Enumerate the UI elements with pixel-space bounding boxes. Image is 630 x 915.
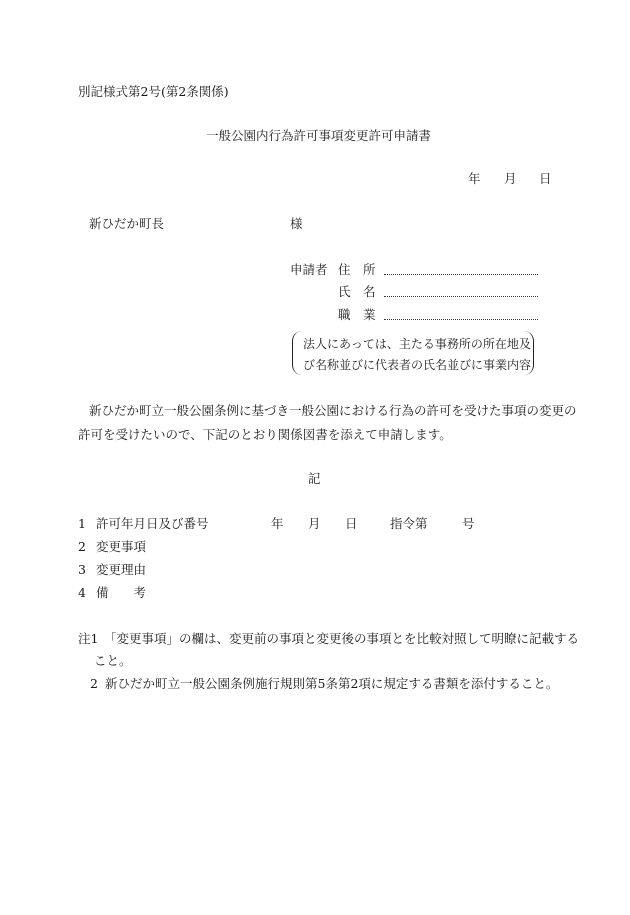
applicant-label: 申請者 — [290, 262, 328, 277]
ki-heading: 記 — [308, 471, 321, 486]
name-field[interactable] — [384, 296, 538, 297]
item-3-label: 変更理由 — [96, 562, 147, 577]
note-2-number: 2 — [90, 676, 98, 691]
address-field[interactable] — [384, 274, 538, 275]
item-4-label: 備 考 — [96, 585, 147, 600]
date-year-label: 年 — [468, 171, 481, 186]
body-line1: 新ひだか町立一般公園条例に基づき一般公園における行為の許可を受けた事項の変更の — [89, 403, 577, 418]
note-1-line2: こと。 — [94, 653, 132, 668]
addressee-honorific: 様 — [290, 216, 303, 231]
note-2-text: 新ひだか町立一般公園条例施行規則第5条第2項に規定する書類を添付すること。 — [105, 676, 559, 691]
body-line2: 許可を受けたいので、下記のとおり関係図書を添えて申請します。 — [78, 427, 452, 442]
corporate-note-line2: び名称並びに代表者の氏名並びに事業内容 — [303, 358, 532, 372]
address-label: 住 所 — [338, 262, 376, 277]
item-4-number: 4 — [78, 585, 86, 600]
item-1-number-suffix: 号 — [462, 516, 475, 531]
item-2-label: 変更事項 — [96, 539, 147, 554]
item-1-directive: 指令第 — [390, 516, 428, 531]
date-month-label: 月 — [504, 171, 517, 186]
form-number: 別記様式第2号(第2条関係) — [78, 84, 229, 99]
item-1-year: 年 — [271, 516, 284, 531]
corporate-note-line1: 法人にあっては、主たる事務所の所在地及 — [303, 337, 531, 351]
item-1-number: 1 — [78, 516, 86, 531]
occupation-field[interactable] — [384, 319, 538, 320]
date-day-label: 日 — [539, 171, 552, 186]
item-1-day: 日 — [345, 516, 358, 531]
note-prefix: 注1 — [78, 631, 99, 646]
item-1-label: 許可年月日及び番号 — [96, 516, 209, 531]
item-3-number: 3 — [78, 562, 86, 577]
addressee-name: 新ひだか町長 — [89, 216, 165, 231]
item-2-number: 2 — [78, 539, 86, 554]
occupation-label: 職 業 — [338, 307, 376, 322]
note-1-line1: 「変更事項」の欄は、変更前の事項と変更後の事項とを比較対照して明瞭に記載する — [104, 631, 580, 646]
name-label: 氏 名 — [338, 284, 376, 299]
item-1-month: 月 — [308, 516, 321, 531]
document-title: 一般公園内行為許可事項変更許可申請書 — [206, 128, 432, 143]
